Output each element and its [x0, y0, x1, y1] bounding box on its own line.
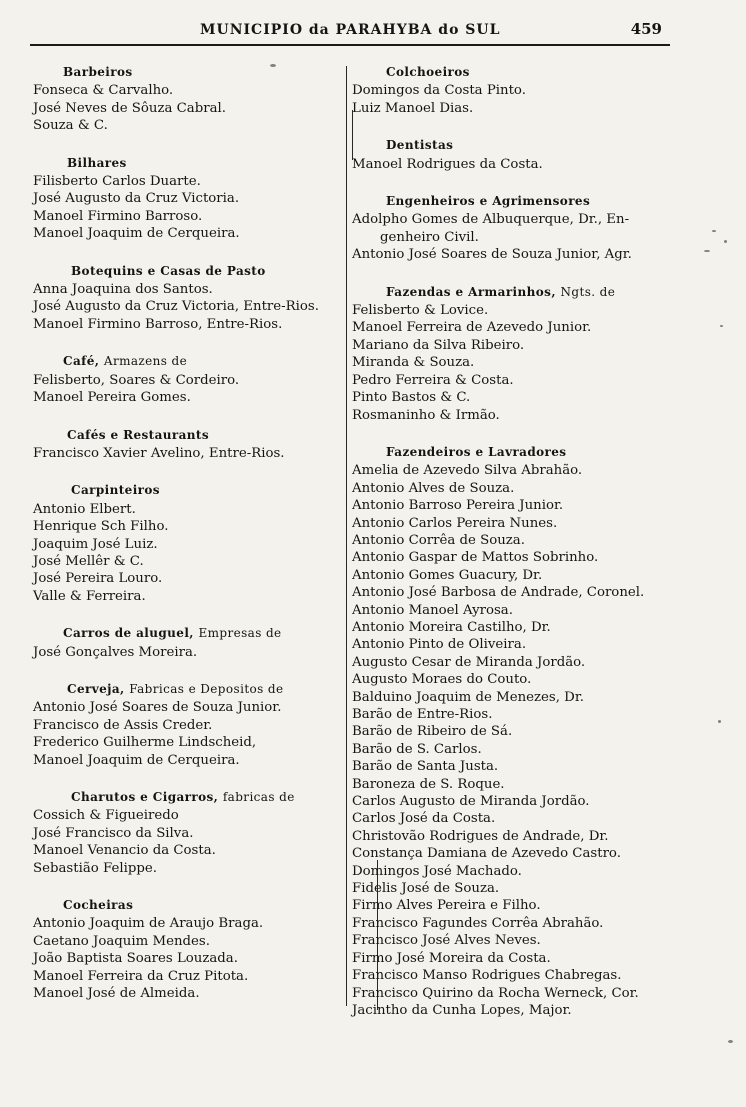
directory-entry: Balduino Joaquim de Menezes, Dr. [352, 689, 584, 705]
section-heading-title: Charutos e Cigarros, [71, 790, 219, 804]
header-rule [30, 44, 670, 46]
directory-entry: Francisco Xavier Avelino, Entre-Rios. [33, 445, 285, 461]
section-heading [33, 263, 345, 280]
directory-entry: Manoel Joaquim de Cerqueira. [33, 752, 240, 768]
section-heading [33, 789, 345, 806]
directory-entry: Christovão Rodrigues de Andrade, Dr. [352, 828, 609, 844]
directory-entry: Manoel Firmino Barroso. [33, 208, 203, 224]
section-heading [33, 897, 345, 914]
directory-section [33, 625, 345, 661]
section-heading [352, 444, 697, 461]
scan-speck [704, 250, 710, 252]
directory-entry: José Francisco da Silva. [33, 825, 194, 841]
directory-entry: Pinto Bastos & C. [352, 390, 471, 406]
directory-entry: Antonio Joaquim de Araujo Braga. [33, 916, 264, 932]
directory-entry: Manoel Venancio da Costa. [33, 843, 216, 859]
directory-entry: Manoel Rodrigues da Costa. [352, 156, 543, 172]
scan-speck [712, 230, 716, 232]
directory-entry: Caetano Joaquim Mendes. [33, 933, 210, 949]
section-heading-title: Dentistas [386, 138, 454, 153]
section-heading [352, 64, 697, 81]
scan-speck [720, 325, 723, 327]
section-heading-qualifier: Fabricas e Depositos de [129, 681, 284, 696]
section-heading-qualifier: Empresas de [198, 626, 282, 641]
directory-section [352, 444, 697, 1019]
directory-entry: Barão de S. Carlos. [352, 741, 482, 757]
directory-entry: Felisberto, Soares & Cordeiro. [33, 372, 240, 388]
directory-entry: Amelia de Azevedo Silva Abrahão. [352, 463, 583, 479]
directory-entry: Antonio Barroso Pereira Junior. [352, 498, 564, 514]
directory-section [33, 427, 345, 463]
scan-speck [718, 720, 721, 723]
directory-entry: Henrique Sch Filho. [33, 519, 169, 535]
section-heading [33, 482, 345, 499]
directory-entry: Joaquim José Luiz. [33, 536, 158, 552]
directory-section [33, 789, 345, 877]
left-column [33, 64, 345, 1022]
directory-section [33, 897, 345, 1002]
directory-entry: Manoel Ferreira de Azevedo Junior. [352, 320, 592, 336]
directory-entry: Manoel Joaquim de Cerqueira. [33, 226, 240, 242]
directory-section [33, 263, 345, 334]
section-heading-title: Botequins e Casas de Pasto [71, 263, 266, 278]
section-heading [33, 155, 345, 172]
directory-entry: Francisco de Assis Creder. [33, 717, 213, 733]
directory-entry: Constança Damiana de Azevedo Castro. [352, 846, 621, 862]
directory-entry: Francisco Quirino da Rocha Werneck, Cor. [352, 985, 639, 1001]
directory-entry: Firmo José Moreira da Costa. [352, 950, 551, 966]
directory-entry: Augusto Cesar de Miranda Jordão. [352, 654, 586, 670]
directory-entry: Frederico Guilherme Lindscheid, [33, 735, 257, 751]
directory-entry: João Baptista Soares Louzada. [33, 951, 238, 967]
directory-entry: Adolpho Gomes de Albuquerque, Dr., En- [352, 212, 630, 228]
directory-entry: Antonio Gomes Guacury, Dr. [352, 567, 543, 583]
directory-entry: Barão de Santa Justa. [352, 759, 499, 775]
directory-entry: Antonio Elbert. [33, 501, 136, 517]
directory-entry: Antonio José Soares de Souza Junior. [33, 700, 282, 716]
directory-entry: Mariano da Silva Ribeiro. [352, 337, 525, 353]
section-heading [352, 284, 697, 301]
directory-entry: Antonio Alves de Souza. [352, 480, 515, 496]
directory-entry: genheiro Civil. [380, 229, 479, 245]
scan-speck [270, 64, 276, 67]
section-heading-title: Café, [63, 354, 100, 369]
directory-entry: Antonio Pinto de Oliveira. [352, 637, 527, 653]
section-heading-qualifier: Ngts. de [560, 284, 616, 299]
directory-entry: Sebastião Felippe. [33, 860, 157, 876]
section-heading-title: Fazendeiros e Lavradores [386, 444, 567, 459]
directory-entry: Jacintho da Cunha Lopes, Major. [352, 1002, 572, 1018]
directory-entry: Miranda & Souza. [352, 355, 475, 371]
directory-entry: Manoel Ferreira da Cruz Pitota. [33, 968, 249, 984]
directory-entry: José Neves de Sôuza Cabral. [33, 100, 227, 116]
directory-entry: Manoel Firmino Barroso, Entre-Rios. [33, 316, 283, 332]
section-heading-title: Carpinteiros [71, 483, 160, 498]
section-heading-title: Engenheiros e Agrimensores [386, 194, 591, 209]
section-heading-title: Colchoeiros [386, 65, 470, 79]
directory-entry: Antonio José Soares de Souza Junior, Agr. [352, 247, 632, 263]
section-heading [33, 625, 345, 642]
section-heading-title: Cerveja, [67, 681, 125, 696]
directory-entry: José Gonçalves Moreira. [33, 644, 198, 660]
directory-entry: Baroneza de S. Roque. [352, 776, 505, 792]
directory-entry: Domingos da Costa Pinto. [352, 83, 526, 99]
section-heading [352, 137, 697, 154]
directory-entry: Souza & C. [33, 118, 108, 134]
directory-entry: Anna Joaquina dos Santos. [33, 282, 213, 298]
scan-speck [724, 240, 727, 243]
directory-entry: José Mellêr & C. [33, 553, 144, 569]
directory-section [352, 64, 697, 117]
directory-entry: Antonio Corrêa de Souza. [352, 532, 525, 548]
section-heading-title: Fazendas e Armarinhos, [386, 284, 556, 299]
section-heading-title: Bilhares [67, 155, 127, 170]
directory-entry: Antonio Moreira Castilho, Dr. [352, 619, 551, 635]
directory-entry: Barão de Ribeiro de Sá. [352, 724, 513, 740]
section-heading-title: Cocheiras [63, 898, 134, 913]
directory-entry: Cossich & Figueiredo [33, 808, 179, 824]
section-heading [33, 64, 345, 81]
directory-entry: Fidelis José de Souza. [352, 881, 500, 897]
directory-entry: Carlos José da Costa. [352, 811, 496, 827]
section-heading-title: Barbeiros [63, 65, 133, 79]
directory-entry: Valle & Ferreira. [33, 588, 146, 604]
directory-entry: Felisberto & Lovice. [352, 303, 489, 319]
section-heading [33, 427, 345, 444]
directory-entry: Antonio José Barbosa de Andrade, Coronel. [352, 585, 645, 601]
directory-entry: Pedro Ferreira & Costa. [352, 372, 514, 388]
directory-entry: Augusto Moraes do Couto. [352, 672, 532, 688]
section-heading-qualifier: Armazens de [103, 354, 188, 369]
directory-section [33, 482, 345, 605]
directory-entry: José Augusto da Cruz Victoria. [33, 191, 240, 207]
directory-entry: Manoel José de Almeida. [33, 986, 200, 1002]
directory-entry: Domingos José Machado. [352, 863, 522, 879]
right-column [352, 64, 697, 1039]
running-header [30, 14, 670, 50]
directory-entry: Manoel Pereira Gomes. [33, 390, 191, 406]
directory-section [33, 353, 345, 406]
directory-entry: Antonio Manoel Ayrosa. [352, 602, 513, 618]
directory-entry: Filisberto Carlos Duarte. [33, 174, 201, 190]
directory-entry: José Pereira Louro. [33, 571, 163, 587]
directory-section [352, 137, 697, 173]
directory-entry: Fonseca & Carvalho. [33, 83, 174, 99]
directory-section [33, 681, 345, 769]
section-heading [33, 353, 345, 370]
directory-section [352, 284, 697, 424]
directory-entry: Rosmaninho & Irmão. [352, 407, 500, 423]
directory-entry: Carlos Augusto de Miranda Jordão. [352, 794, 590, 810]
page-number: 459 [630, 20, 662, 38]
directory-section [33, 64, 345, 135]
section-heading-title: Cafés e Restaurants [67, 427, 209, 442]
scan-speck [728, 1040, 733, 1043]
directory-entry: Luiz Manoel Dias. [352, 100, 474, 116]
directory-entry: Firmo Alves Pereira e Filho. [352, 898, 541, 914]
column-divider [346, 66, 347, 1006]
directory-entry: Francisco José Alves Neves. [352, 933, 541, 949]
section-heading-title: Carros de aluguel, [63, 626, 194, 641]
directory-entry: Francisco Fagundes Corrêa Abrahão. [352, 915, 604, 931]
page-title: MUNICIPIO da PARAHYBA do SUL [200, 22, 501, 38]
section-heading [352, 193, 697, 210]
directory-entry: Antonio Gaspar de Mattos Sobrinho. [352, 550, 599, 566]
directory-entry: José Augusto da Cruz Victoria, Entre-Rios. [33, 299, 319, 315]
directory-entry: Barão de Entre-Rios. [352, 707, 493, 722]
section-heading [33, 681, 345, 698]
directory-entry: Francisco Manso Rodrigues Chabregas. [352, 968, 622, 984]
section-heading-qualifier: fabricas de [222, 790, 295, 804]
directory-entry: Antonio Carlos Pereira Nunes. [352, 515, 558, 531]
directory-section [33, 155, 345, 243]
directory-section [352, 193, 697, 264]
